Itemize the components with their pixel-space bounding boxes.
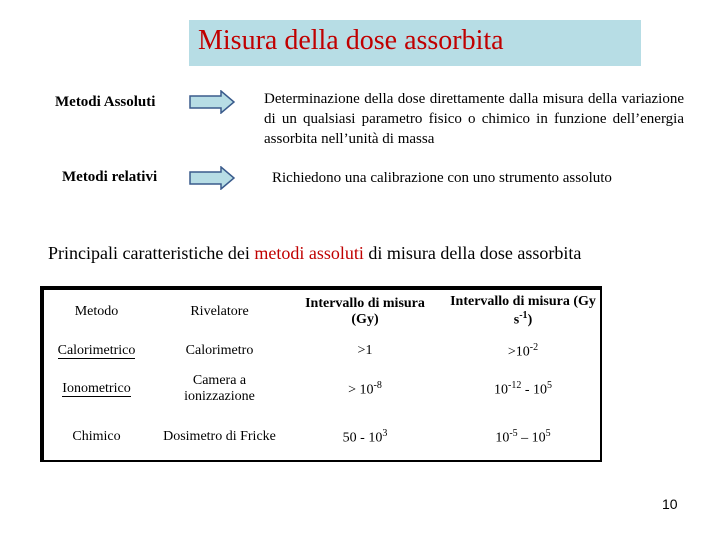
header-range-gys-close: ) [527,312,533,328]
header-range-gys-text: Intervallo di misura (Gy s [450,294,596,328]
cell-metodo: Chimico [72,429,121,445]
cell-gys-exp: -2 [529,342,539,354]
header-metodo: Metodo [74,303,119,319]
method-description-relative: Richiedono una calibrazione con uno strumento assoluto [272,170,612,186]
cell-gys-b-exp: 5 [545,428,551,440]
cell-gys-base: >10 [507,344,530,360]
cell-gys-a: 10 [495,430,510,446]
cell-gys-b-exp: 5 [547,380,552,391]
cell-rivelatore: Dosimetro di Fricke [163,429,276,445]
section-subtitle [48,243,581,264]
method-label-relative: Metodi relativi [62,169,158,185]
cell-gy-base: 50 - 10 [342,430,383,446]
cell-gys-a: 10 [493,382,508,398]
subtitle-after: di misura della dose assorbita [363,243,582,263]
cell-metodo-text: Calorimetrico [57,343,136,359]
subtitle-emphasis: metodi assoluti [254,243,364,263]
cell-gy-base: > 10 [348,382,374,398]
right-arrow-icon [189,90,235,114]
cell-gys-a-exp: -5 [509,428,518,440]
method-description-absolute: Determinazione della dose direttamente dalla misura della variazione di un qualsiasi parametro fisico o chimico in funzione dell’energia assorbita nell’unità di massa [264,91,684,147]
cell-range-gy: >1 [357,343,373,359]
cell-gys-mid: – 10 [517,430,546,446]
page-number: 10 [662,496,678,512]
header-range-gys-exp: -1 [519,310,528,322]
method-label-absolute: Metodi Assoluti [55,94,156,110]
page-title: Misura della dose assorbita [198,25,504,56]
right-arrow-icon [189,166,235,190]
cell-gy-exp: 3 [382,428,388,440]
cell-metodo-text: Ionometrico [62,381,131,397]
cell-gys-a-exp: -12 [507,380,522,391]
cell-gy-exp: -8 [373,380,382,391]
header-range-gy: Intervallo di misura (Gy) [305,295,425,327]
cell-gys-mid: - 10 [521,382,547,398]
subtitle-before: Principali caratteristiche dei [48,243,255,263]
cell-rivelatore: Camera a ionizzazione [184,373,255,405]
cell-rivelatore: Calorimetro [185,343,254,359]
table-border [40,286,602,462]
header-rivelatore: Rivelatore [190,303,249,319]
